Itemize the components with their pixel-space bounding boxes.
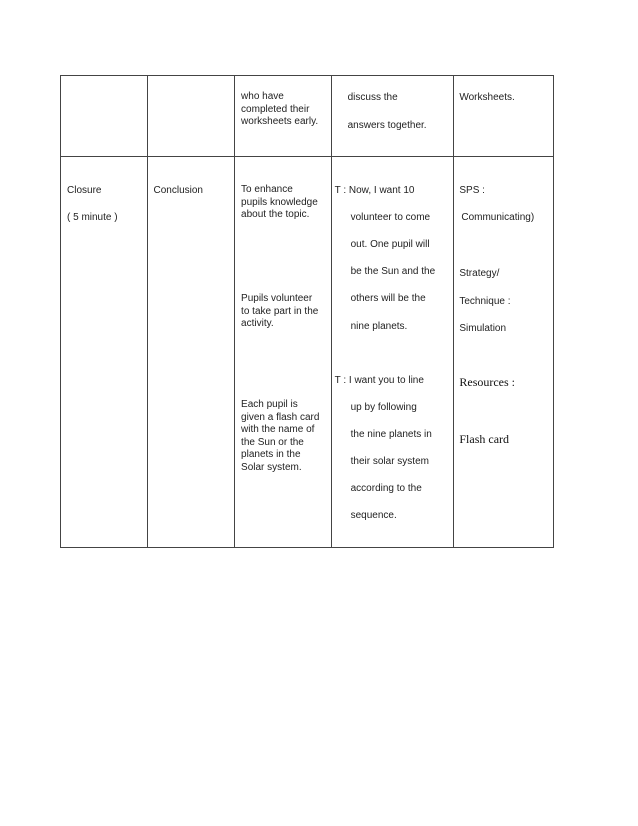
stage-label: Closure: [67, 185, 102, 196]
teacher-line: T : I want you to line: [334, 375, 424, 386]
resources-value: Flash card: [459, 432, 510, 446]
duration-label: ( 5 minute ): [67, 212, 118, 223]
objective-3: Each pupil is given a flash card with the name of the Sun or the planets in the Solar system.: [241, 399, 320, 473]
table-row-closure: [61, 157, 554, 548]
teacher-line: T : Now, I want 10: [334, 185, 415, 196]
teacher-line: volunteer to come: [350, 212, 431, 223]
cell-stage-empty: [61, 76, 148, 157]
teacher-line: the nine planets in: [350, 429, 432, 440]
teacher-line: their solar system: [350, 456, 429, 467]
cell-stage-closure: [61, 157, 148, 548]
cell-activity-continued: [331, 76, 454, 157]
resources-label: Resources :: [459, 375, 516, 389]
teacher-line: according to the: [350, 483, 422, 494]
technique-label: Technique :: [459, 296, 511, 307]
sps-label: SPS :: [459, 185, 485, 196]
objective-text: who have completed their worksheets early.: [241, 91, 319, 127]
table-row-continued: [61, 76, 554, 157]
technique-value: Simulation: [459, 323, 507, 334]
cell-objectives-closure: [235, 157, 332, 548]
cell-objective-continued: [235, 76, 332, 157]
teacher-line: be the Sun and the: [350, 266, 436, 277]
objective-1: To enhance pupils knowledge about the topic.: [241, 184, 318, 220]
cell-content-closure: [147, 157, 235, 548]
activity-line: answers together.: [347, 120, 427, 131]
activity-line: discuss the: [347, 92, 398, 103]
teacher-line: others will be the: [350, 293, 426, 304]
objective-2: Pupils volunteer to take part in the activity.: [241, 293, 319, 329]
content-label: Conclusion: [153, 185, 203, 196]
sps-value: Communicating): [461, 212, 535, 223]
remarks-text: Worksheets.: [459, 92, 515, 103]
cell-remarks-continued: [454, 76, 554, 157]
teacher-line: out. One pupil will: [350, 239, 430, 250]
teacher-line: nine planets.: [350, 321, 408, 332]
cell-teacher-activity-closure: [331, 157, 454, 548]
teacher-line: sequence.: [350, 510, 397, 521]
cell-remarks-closure: [454, 157, 554, 548]
teacher-line: up by following: [350, 402, 417, 413]
strategy-label: Strategy/: [459, 268, 500, 279]
cell-content-empty: [147, 76, 235, 157]
lesson-plan-table: [60, 75, 554, 548]
